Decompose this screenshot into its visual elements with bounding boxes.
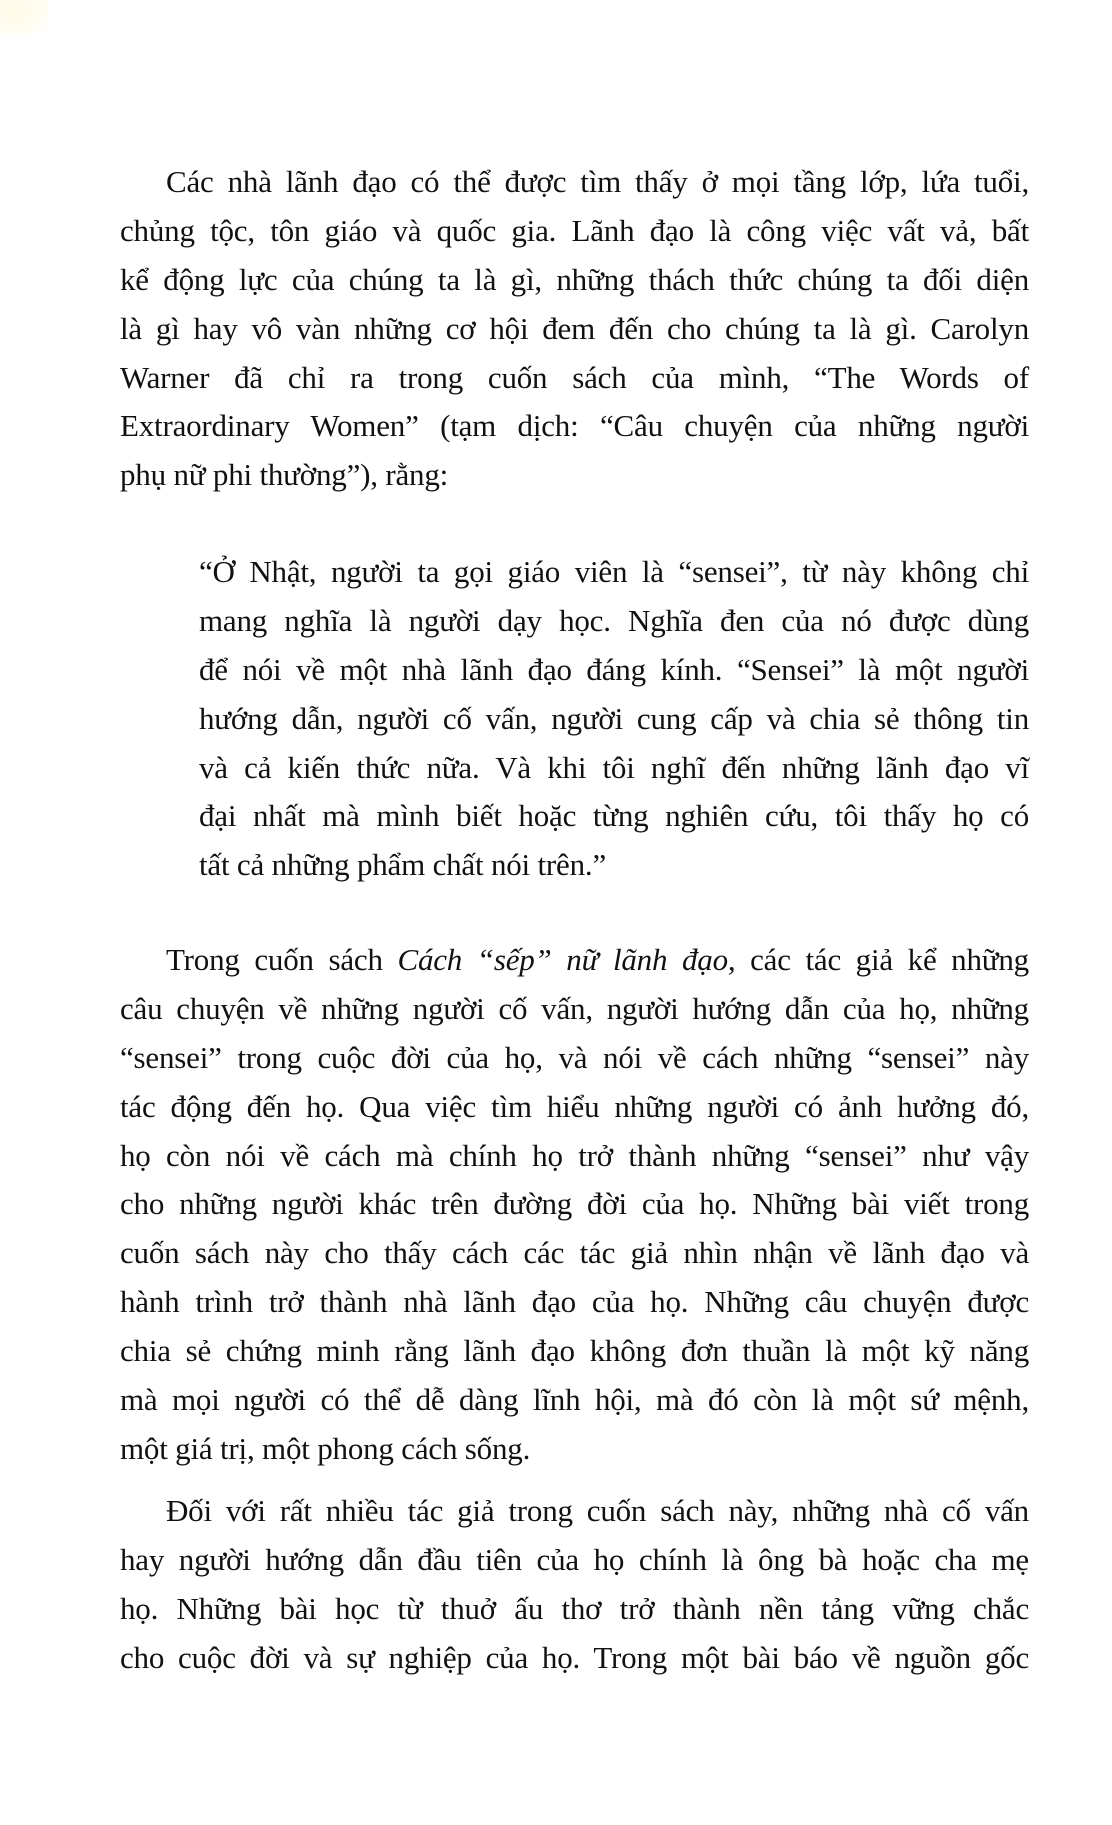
text-run: các tác giả kể những — [735, 942, 1029, 977]
text-line: một giá trị, một phong cách sống. — [120, 1430, 531, 1466]
text-line: hành trình trở thành nhà lãnh đạo của họ. Những câu chuyện được — [120, 1284, 1029, 1320]
text-line: chia sẻ chứng minh rằng lãnh đạo không đơn thuần là một kỹ năng — [120, 1333, 1029, 1369]
text-line: cho những người khác trên đường đời của họ. Những bài viết trong — [120, 1186, 1029, 1222]
text-line: cuốn sách này cho thấy cách các tác giả nhìn nhận về lãnh đạo và — [120, 1235, 1029, 1271]
text-line: Đối với rất nhiều tác giả trong cuốn sách này, những nhà cố vấn — [166, 1493, 1029, 1528]
text-line: mà mọi người có thể dễ dàng lĩnh hội, mà đó còn là một sứ mệnh, — [120, 1382, 1029, 1418]
paragraph-mentors — [120, 1487, 1029, 1683]
text-line: Warner đã chỉ ra trong cuốn sách của mình, “The Words of — [120, 359, 1029, 395]
book-title: Cách “sếp” nữ lãnh đạo, — [397, 942, 736, 977]
text-line: Extraordinary Women” (tạm dịch: “Câu chuyện của những người — [120, 408, 1029, 444]
text-line: là gì hay vô vàn những cơ hội đem đến cho chúng ta là gì. Carolyn — [120, 310, 1029, 346]
text-line: họ. Những bài học từ thuở ấu thơ trở thành nền tảng vững chắc — [120, 1590, 1029, 1626]
quote-line: mang nghĩa là người dạy học. Nghĩa đen của nó được dùng — [199, 602, 1029, 638]
text-line: cho cuộc đời và sự nghiệp của họ. Trong một bài báo về nguồn gốc — [120, 1639, 1029, 1675]
text-line: hay người hướng dẫn đầu tiên của họ chính là ông bà hoặc cha mẹ — [120, 1541, 1029, 1577]
text-line: chủng tộc, tôn giáo và quốc gia. Lãnh đạo là công việc vất vả, bất — [120, 212, 1029, 248]
quote-line: và cả kiến thức nữa. Và khi tôi nghĩ đến những lãnh đạo vĩ — [199, 749, 1029, 785]
quote-line: đại nhất mà mình biết hoặc từng nghiên cứu, tôi thấy họ có — [199, 798, 1029, 834]
quote-line: “Ở Nhật, người ta gọi giáo viên là “sensei”, từ này không chỉ — [199, 554, 1029, 589]
text-line: tác động đến họ. Qua việc tìm hiểu những người có ảnh hưởng đó, — [120, 1088, 1029, 1124]
quote-line: để nói về một nhà lãnh đạo đáng kính. “Sensei” là một người — [199, 651, 1029, 687]
text-line: câu chuyện về những người cố vấn, người hướng dẫn của họ, những — [120, 990, 1029, 1026]
paragraph-intro — [120, 158, 1029, 500]
text-line: họ còn nói về cách mà chính họ trở thành những “sensei” như vậy — [120, 1137, 1029, 1173]
quote-line: hướng dẫn, người cố vấn, người cung cấp và chia sẻ thông tin — [199, 700, 1029, 736]
text-run: Trong cuốn sách — [166, 942, 398, 977]
text-line: kể động lực của chúng ta là gì, những thách thức chúng ta đối diện — [120, 261, 1029, 297]
text-line: Các nhà lãnh đạo có thể được tìm thấy ở mọi tầng lớp, lứa tuổi, — [166, 164, 1029, 199]
paper-stain — [0, 0, 48, 34]
text-line: phụ nữ phi thường”), rằng: — [120, 457, 449, 493]
text-line: “sensei” trong cuộc đời của họ, và nói về cách những “sensei” này — [120, 1039, 1029, 1075]
text-line-with-title — [120, 936, 1029, 985]
paragraph-book-description — [120, 936, 1029, 1474]
block-quote — [199, 548, 1029, 890]
quote-line: tất cả những phẩm chất nói trên.” — [199, 847, 607, 883]
